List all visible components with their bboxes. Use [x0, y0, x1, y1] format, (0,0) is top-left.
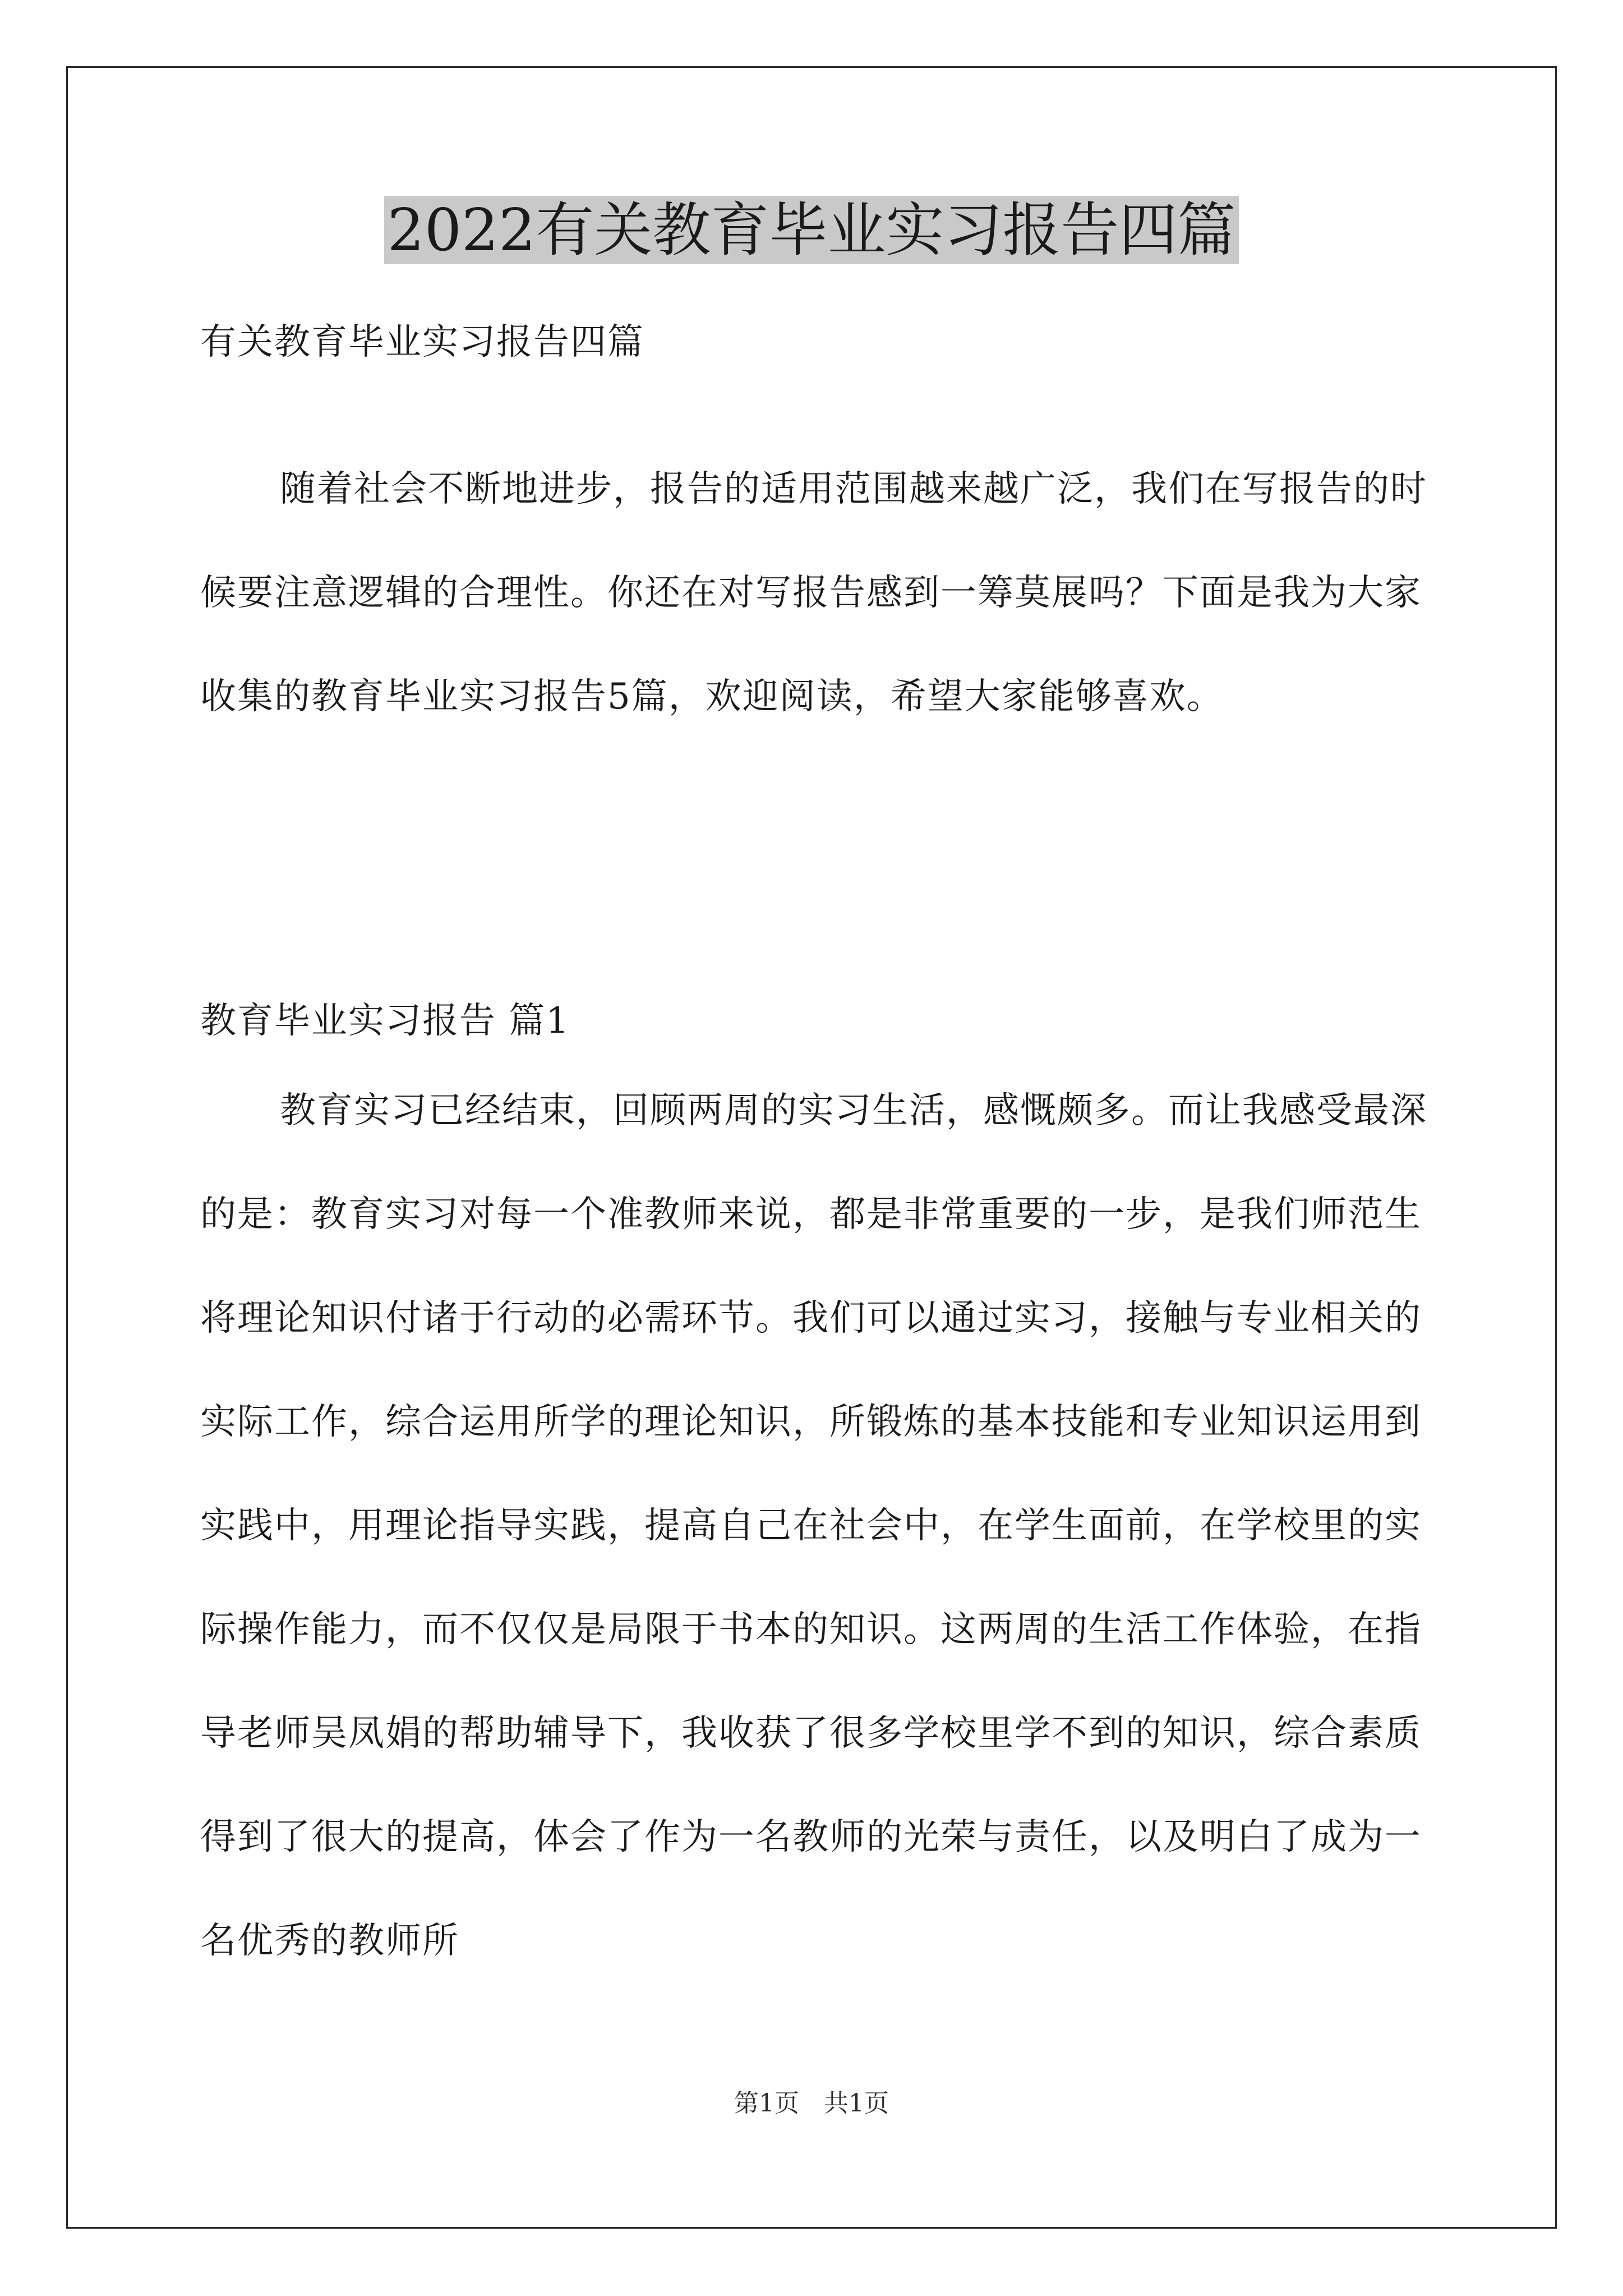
document-title-text: 2022有关教育毕业实习报告四篇	[384, 196, 1239, 264]
page-footer: 第1页 共1页	[734, 2089, 889, 2118]
document-title	[0, 191, 1623, 269]
intro-section	[200, 438, 1451, 749]
section-paragraph: 教育实习已经结束，回顾两周的实习生活，感慨颇多。而让我感受最深的是：教育实习对每一个准教师来说，都是非常重要的一步，是我们师范生将理论知识付诸于行动的必需环节。我们可以通过实习，接触与专业相关的实际工作，综合运用所学的理论知识，所锻炼的基本技能和专业知识运用到实践中，用理论指导实践，提高自己在社会中，在学生面前，在学校里的实际操作能力，而不仅仅是局限于书本的知识。这两周的生活工作体验，在指导老师吴凤娟的帮助辅导下，我收获了很多学校里学不到的知识，综合素质得到了很大的提高，体会了作为一名教师的光荣与责任，以及明白了成为一名优秀的教师所	[200, 1090, 1427, 1962]
document-subtitle: 有关教育毕业实习报告四篇	[200, 321, 644, 363]
section-body	[200, 1059, 1451, 1993]
intro-paragraph: 随着社会不断地进步，报告的适用范围越来越广泛，我们在写报告的时候要注意逻辑的合理性。你还在对写报告感到一筹莫展吗？下面是我为大家收集的教育毕业实习报告5篇，欢迎阅读，希望大家能够喜欢。	[200, 468, 1427, 717]
section-heading: 教育毕业实习报告 篇1	[200, 1000, 570, 1042]
